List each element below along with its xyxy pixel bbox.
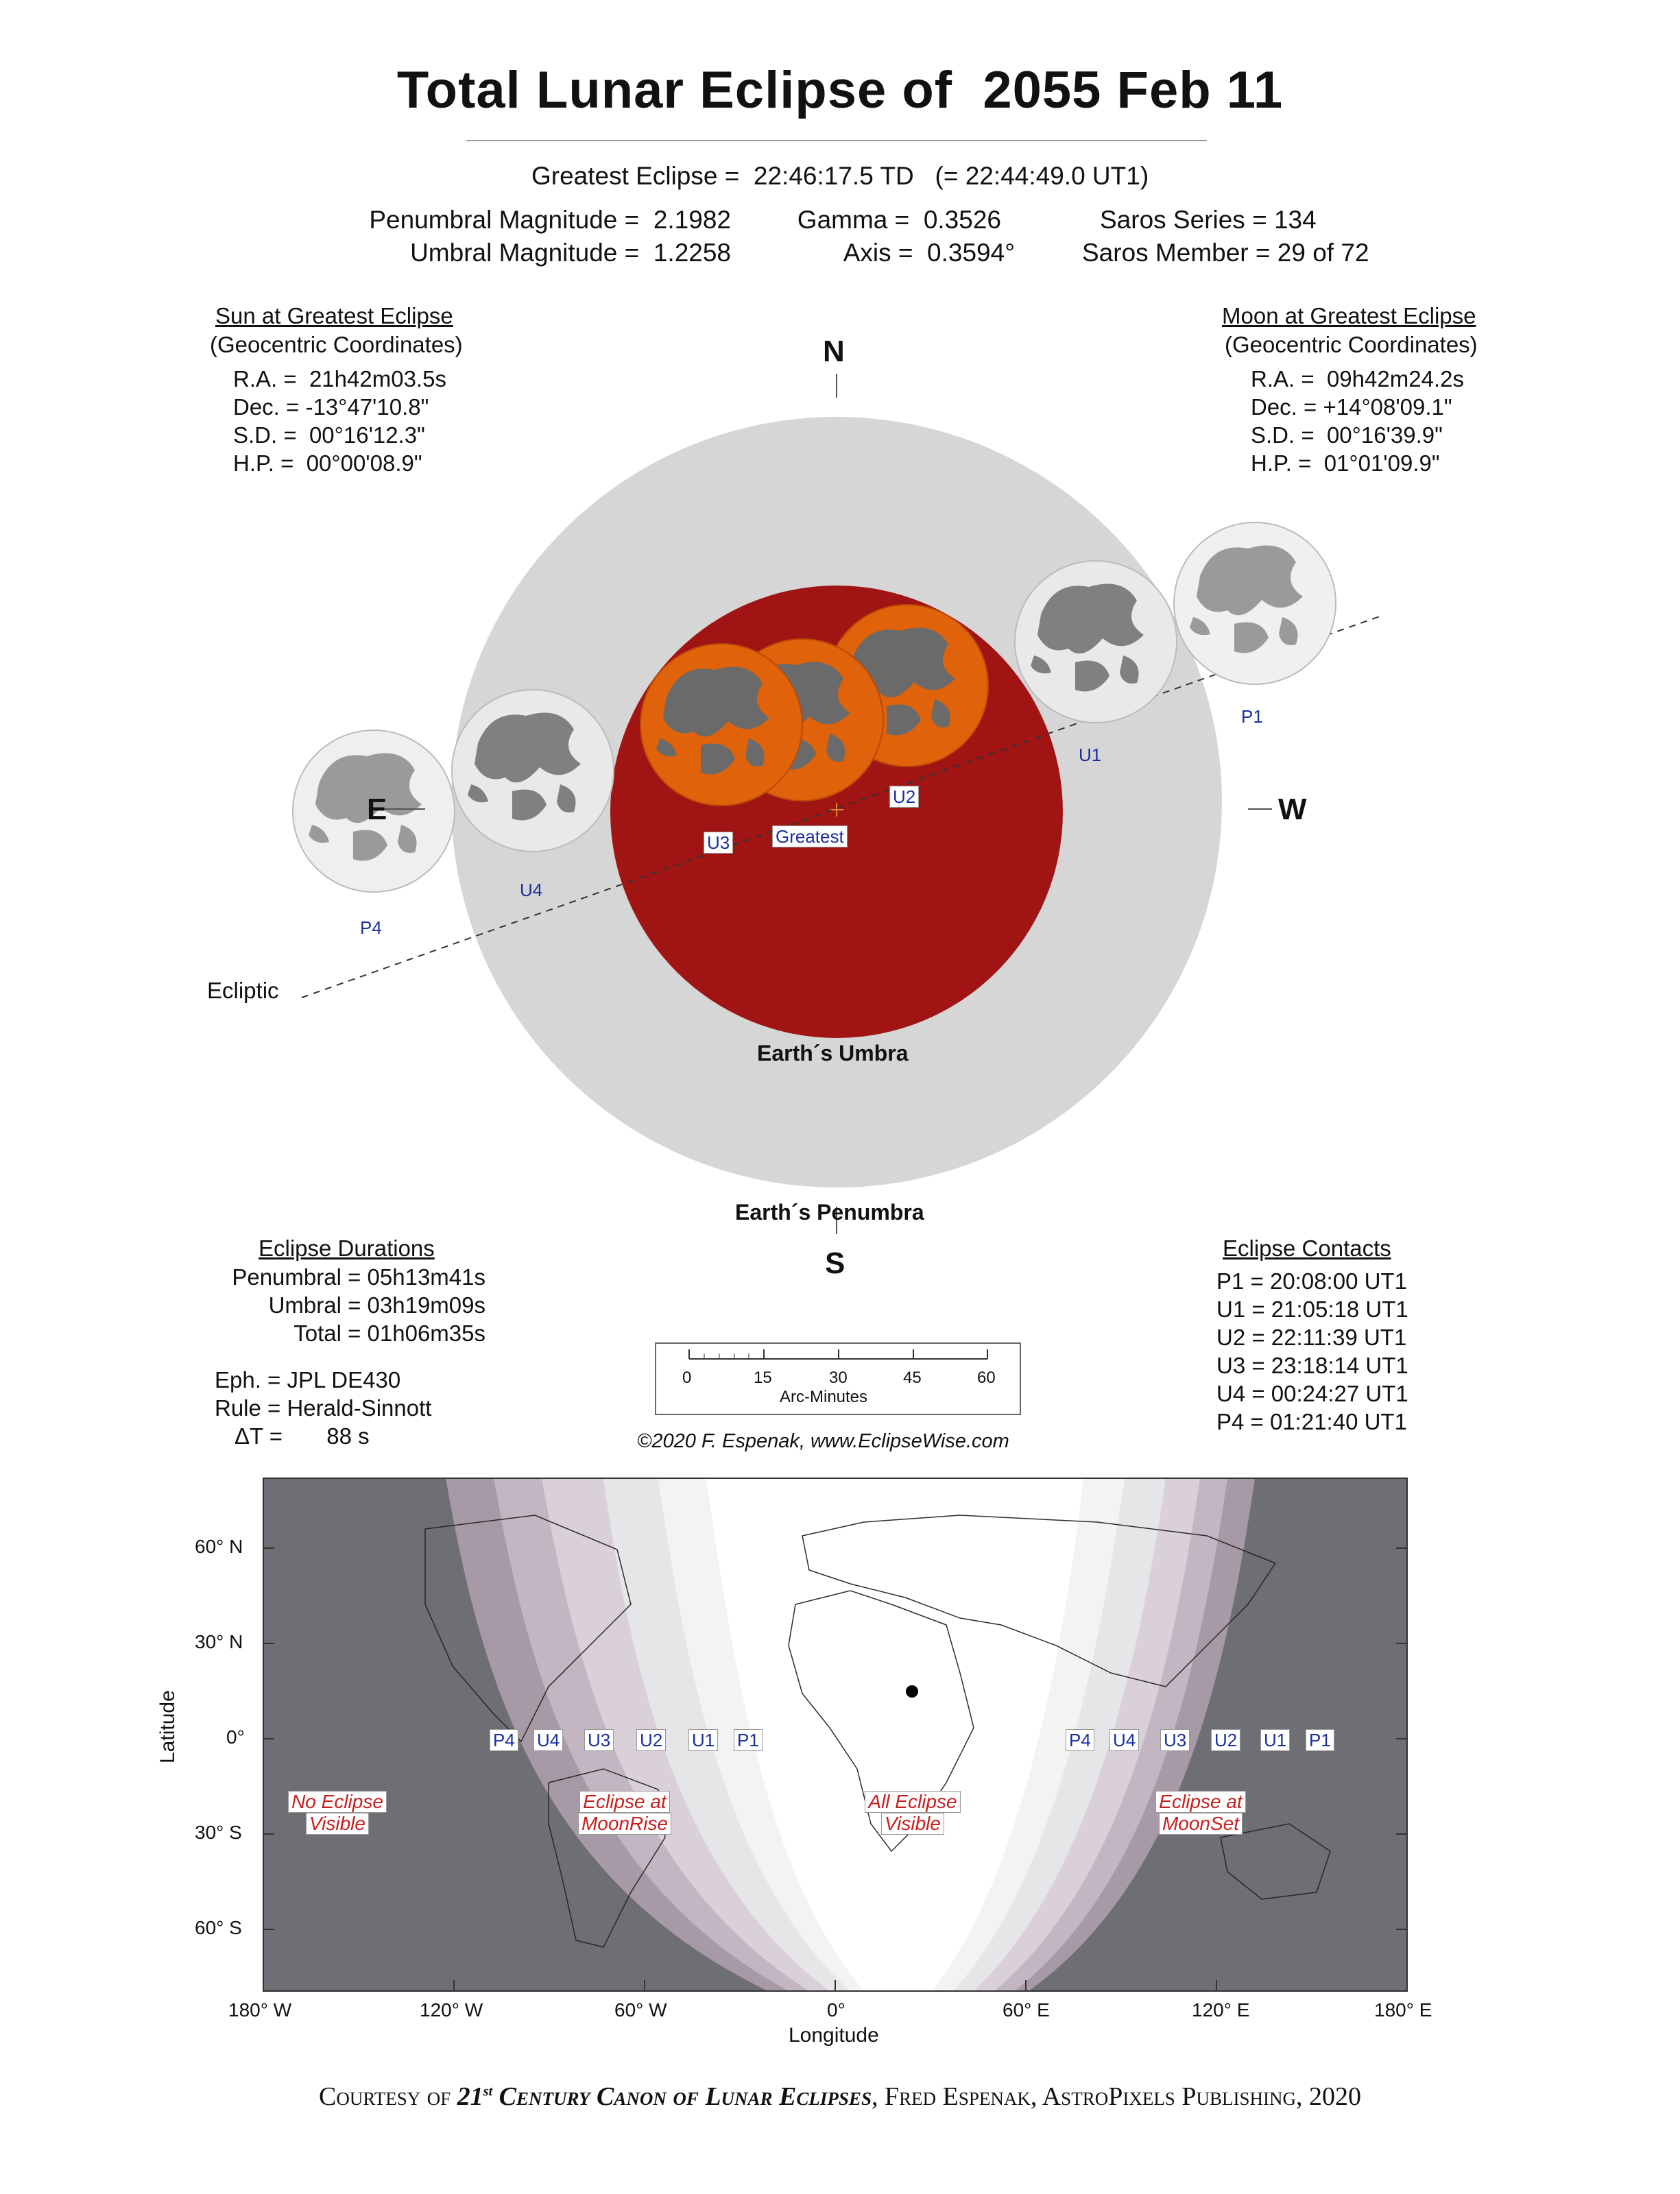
contact-p1: P1 = 20:08:00 UT1 <box>1216 1268 1407 1294</box>
copyright: ©2020 F. Espenak, www.EclipseWise.com <box>637 1430 1009 1452</box>
scale-tick-45: 45 <box>903 1369 922 1387</box>
north-label: N <box>823 335 845 368</box>
region-no-eclipse: No Eclipse Visible <box>283 1791 392 1835</box>
contact-p4: P4 = 01:21:40 UT1 <box>1216 1409 1407 1434</box>
umbra-label: Earth´s Umbra <box>757 1041 909 1065</box>
contact-label-u2: U2 <box>889 786 919 808</box>
contact-u3: U3 = 23:18:14 UT1 <box>1216 1353 1408 1378</box>
penumbral-magnitude: Penumbral Magnitude = 2.1982 <box>369 206 731 234</box>
scale-tick-15: 15 <box>754 1369 772 1387</box>
penumbra-label: Earth´s Penumbra <box>735 1200 924 1225</box>
greatest-eclipse-point <box>906 1685 918 1698</box>
contact-label-p1: P1 <box>1241 706 1263 727</box>
region-moonrise: Eclipse at MoonRise <box>566 1791 683 1835</box>
lat-tick-60n: 60° N <box>195 1536 243 1557</box>
contacts-heading: Eclipse Contacts <box>1223 1235 1391 1261</box>
map-west-u3: U3 <box>584 1729 614 1751</box>
visibility-map <box>0 1467 1680 2064</box>
map-east-u1: U1 <box>1260 1729 1290 1751</box>
greatest-eclipse-time: Greatest Eclipse = 22:46:17.5 TD (= 22:44:49.0 UT1) <box>531 162 1149 190</box>
map-xlabel: Longitude <box>789 2024 879 2047</box>
region-moonset: Eclipse at MoonSet <box>1142 1791 1259 1835</box>
map-ylabel: Latitude <box>156 1690 179 1763</box>
sun-heading: Sun at Greatest Eclipse <box>215 303 453 328</box>
map-east-u2: U2 <box>1211 1729 1240 1751</box>
contact-label-u4: U4 <box>520 880 543 900</box>
arc-minute-scale <box>655 1342 1021 1415</box>
moon-ra: R.A. = 09h42m24.2s <box>1251 366 1464 391</box>
umbral-magnitude: Umbral Magnitude = 1.2258 <box>410 239 731 267</box>
west-label: W <box>1278 793 1307 826</box>
sun-sd: S.D. = 00°16'12.3" <box>233 422 425 448</box>
contact-u1: U1 = 21:05:18 UT1 <box>1216 1297 1408 1322</box>
map-west-p4: P4 <box>490 1729 518 1751</box>
scale-unit-label: Arc-Minutes <box>780 1388 868 1406</box>
rule: Rule = Herald-Sinnott <box>215 1395 432 1421</box>
ephemeris: Eph. = JPL DE430 <box>215 1367 401 1393</box>
lon-tick-60e: 60° E <box>1003 1999 1050 2021</box>
lat-tick-30s: 30° S <box>195 1822 242 1843</box>
south-label: S <box>825 1246 845 1280</box>
duration-umbral: Umbral = 03h19m09s <box>268 1292 485 1318</box>
axis-value: Axis = 0.3594° <box>843 239 1015 267</box>
contact-label-u3: U3 <box>704 832 733 854</box>
contact-u4: U4 = 00:24:27 UT1 <box>1216 1381 1408 1406</box>
durations-heading: Eclipse Durations <box>259 1235 435 1261</box>
saros-member: Saros Member = 29 of 72 <box>1082 239 1369 267</box>
moon-p1 <box>1174 522 1336 684</box>
sun-dec: Dec. = -13°47'10.8" <box>233 394 429 420</box>
lat-tick-0: 0° <box>226 1726 245 1748</box>
greatest-label: Greatest <box>772 825 848 847</box>
lat-tick-30n: 30° N <box>195 1631 243 1652</box>
moon-u1 <box>1015 561 1177 723</box>
moon-hp: H.P. = 01°01'09.9" <box>1251 450 1440 476</box>
moon-sd: S.D. = 00°16'39.9" <box>1251 422 1443 448</box>
east-label: E <box>367 793 387 826</box>
lon-tick-120e: 120° E <box>1192 1999 1250 2021</box>
map-west-u1: U1 <box>688 1729 718 1751</box>
contact-u2: U2 = 22:11:39 UT1 <box>1216 1325 1407 1350</box>
sun-ra: R.A. = 21h42m03.5s <box>233 366 446 391</box>
sun-subheading: (Geocentric Coordinates) <box>210 332 463 357</box>
duration-penumbral: Penumbral = 05h13m41s <box>232 1264 485 1290</box>
ecliptic-label: Ecliptic <box>207 978 279 1003</box>
map-east-p4: P4 <box>1066 1729 1094 1751</box>
courtesy-credit: Courtesy of 21st Century Canon of Lunar Eclipses, Fred Espenak, AstroPixels Publishing, 2020 <box>319 2082 1361 2111</box>
map-east-u4: U4 <box>1109 1729 1139 1751</box>
saros-series: Saros Series = 134 <box>1100 206 1317 234</box>
lon-tick-120w: 120° W <box>420 1999 483 2021</box>
lon-tick-180e: 180° E <box>1374 1999 1432 2021</box>
delta-t: ΔT = 88 s <box>235 1423 370 1449</box>
page-title: Total Lunar Eclipse of 2055 Feb 11 <box>396 61 1284 119</box>
scale-tick-60: 60 <box>977 1369 996 1387</box>
map-east-p1: P1 <box>1306 1729 1334 1751</box>
moon-heading: Moon at Greatest Eclipse <box>1222 303 1476 328</box>
lon-tick-0: 0° <box>827 1999 845 2021</box>
moon-dec: Dec. = +14°08'09.1" <box>1251 394 1452 420</box>
moon-u3 <box>640 644 802 806</box>
sun-hp: H.P. = 00°00'08.9" <box>233 450 422 476</box>
map-west-p1: P1 <box>734 1729 763 1751</box>
scale-tick-30: 30 <box>829 1369 848 1387</box>
moon-subheading: (Geocentric Coordinates) <box>1225 332 1478 357</box>
duration-total: Total = 01h06m35s <box>293 1321 485 1346</box>
gamma-value: Gamma = 0.3526 <box>797 206 1001 234</box>
scale-tick-0: 0 <box>682 1369 692 1387</box>
contact-label-p4: P4 <box>360 917 382 938</box>
moon-u4 <box>452 690 614 852</box>
lon-tick-180w: 180° W <box>228 1999 292 2021</box>
map-west-u4: U4 <box>533 1729 563 1751</box>
lon-tick-60w: 60° W <box>614 1999 667 2021</box>
contact-label-u1: U1 <box>1079 745 1102 765</box>
region-all-visible: All Eclipse Visible <box>854 1791 971 1835</box>
map-east-u3: U3 <box>1160 1729 1190 1751</box>
lat-tick-60s: 60° S <box>195 1917 242 1938</box>
map-west-u2: U2 <box>636 1729 666 1751</box>
